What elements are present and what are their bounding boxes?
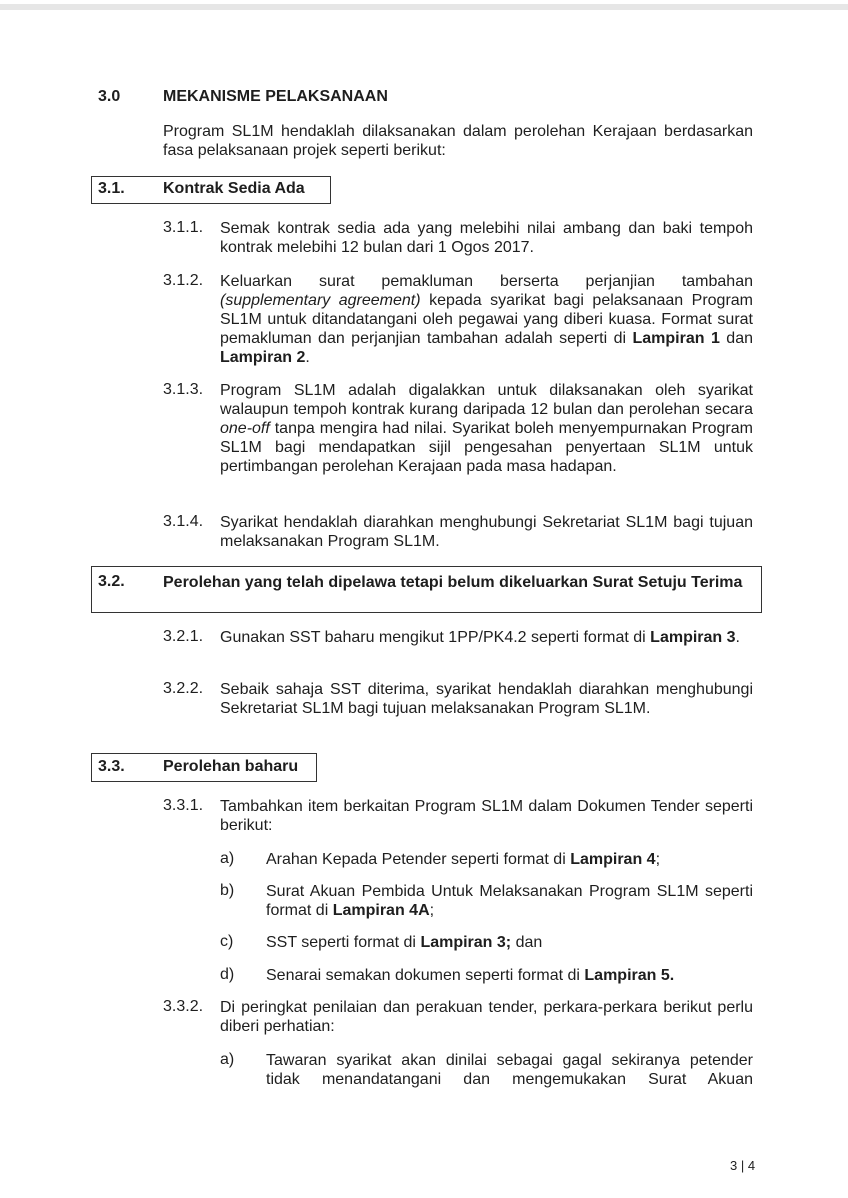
subsection-number: 3.2. [98,573,125,590]
sub-text: Tawaran syarikat akan dinilai sebagai gagal sekiranya petender tidak menandatangani dan mengemukakan Surat Akuan [266,1052,753,1088]
item-text: Di peringkat penilaian dan perakuan tender, perkara-perkara berikut perlu diberi perhatian: [220,999,753,1035]
item-text: Keluarkan surat pemakluman berserta perjanjian tambahan (supplementary agreement) kepada syarikat bagi pelaksanaan Program SL1M untuk ditandatangani oleh pegawai yang diberi kuasa. Format surat pemakluman dan perjanjian tambahan adalah seperti di Lampiran 1 dan Lampiran 2. [220,273,754,366]
scan-top-edge [0,4,848,10]
subsection-title: Kontrak Sedia Ada [163,180,305,197]
subsection-number: 3.3. [98,758,125,775]
subsection-number: 3.1. [98,180,125,197]
sub-letter: a) [220,1051,235,1068]
section-number: 3.0 [98,88,121,105]
item-text: Tambahkan item berkaitan Program SL1M dalam Dokumen Tender seperti berikut: [220,798,753,834]
item-text: Sebaik sahaja SST diterima, syarikat hendaklah diarahkan menghubungi Sekretariat SL1M bagi tujuan melaksanakan Program SL1M. [220,681,753,717]
item-number: 3.1.1. [163,219,204,236]
item-text: Program SL1M adalah digalakkan untuk dilaksanakan oleh syarikat walaupun tempoh kontrak kurang daripada 12 bulan dan perolehan secara one-off tanpa mengira had nilai. Syarikat boleh menyempurnakan Program SL1M bagi mendapatkan sijil pengesahan penyertaan SL1M untuk pertimbangan perolehan Kerajaan pada masa hadapan. [220,382,753,475]
sub-text: SST seperti format di Lampiran 3; dan [266,934,543,951]
item-number: 3.1.2. [163,272,204,289]
item-number: 3.3.1. [163,797,204,814]
sub-text: Arahan Kepada Petender seperti format di Lampiran 4; [266,851,661,868]
section-intro: Program SL1M hendaklah dilaksanakan dalam perolehan Kerajaan berdasarkan fasa pelaksanaan projek seperti berikut: [163,123,753,159]
item-number: 3.1.4. [163,513,204,530]
section-title: MEKANISME PELAKSANAAN [163,88,388,105]
subsection-title: Perolehan baharu [163,758,299,775]
item-text: Semak kontrak sedia ada yang melebihi nilai ambang dan baki tempoh kontrak melebihi 12 bulan dari 1 Ogos 2017. [220,220,753,256]
item-text: Gunakan SST baharu mengikut 1PP/PK4.2 seperti format di Lampiran 3. [220,629,740,646]
page-number: 3 | 4 [730,1158,756,1173]
sub-letter: c) [220,933,234,950]
sub-letter: a) [220,850,235,867]
subsection-title: Perolehan yang telah dipelawa tetapi belum dikeluarkan Surat Setuju Terima [163,574,743,591]
sub-letter: b) [220,882,235,899]
sub-text: Surat Akuan Pembida Untuk Melaksanakan Program SL1M seperti format di Lampiran 4A; [266,883,753,919]
item-number: 3.2.1. [163,628,204,645]
item-text: Syarikat hendaklah diarahkan menghubungi Sekretariat SL1M bagi tujuan melaksanakan Program SL1M. [220,514,753,550]
sub-text: Senarai semakan dokumen seperti format di Lampiran 5. [266,967,675,984]
item-number: 3.3.2. [163,998,204,1015]
item-number: 3.2.2. [163,680,204,697]
sub-letter: d) [220,966,235,983]
item-number: 3.1.3. [163,381,204,398]
